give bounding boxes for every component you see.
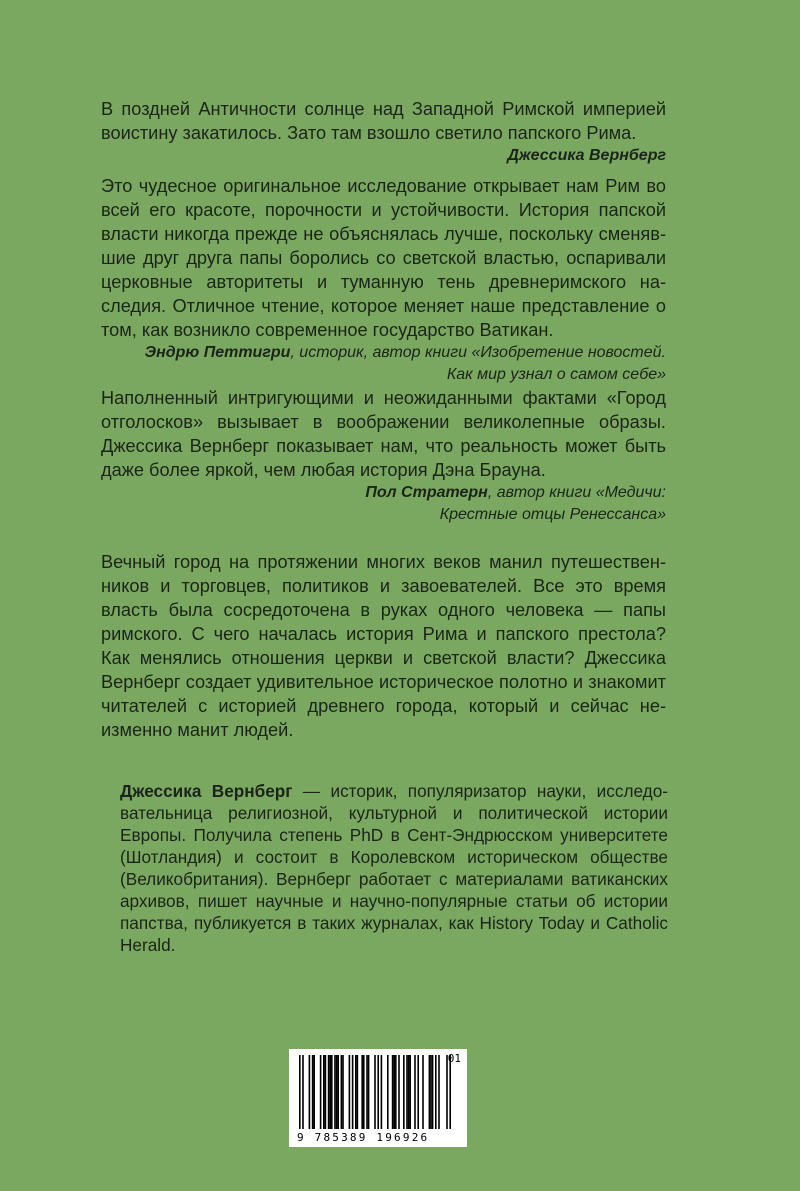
quote-source-line2: Как мир узнал о самом себе» (446, 366, 666, 383)
quote-text: Наполненный интригующими и неожиданными фактами «Город отголосков» вызывает в воображении великолепные образы. Джессика Вернберг показывает нам, что реальность может быть даже более яркой, чем любая история Дэна Брауна. (101, 388, 666, 480)
bio-author-name: Джессика Вернберг (120, 781, 293, 801)
barcode-bar (438, 1055, 440, 1129)
barcode-bar (403, 1055, 405, 1129)
barcode-bar (313, 1055, 315, 1129)
description-text: Вечный город на протяжении многих веков манил путешественников и торговцев, политиков и завоевателей. Все это время власть была сосредоточена в руках одного человека — папы римского. С чего началась история Рима и папского престола? Как менялись отношения церкви и светской власти? Джессика Вернберг создает удивительное историческое полотно и знакомит читателей с историей древнего города, который и сейчас неизменно манит людей. (101, 552, 666, 740)
barcode-bar (374, 1055, 376, 1129)
barcode-bar (414, 1055, 416, 1129)
quote-author-credentials: , автор книги «Медичи: (487, 484, 666, 501)
barcode-bar (334, 1055, 336, 1129)
quote-author: Эндрю Петтигри (144, 344, 291, 361)
barcode-bar (337, 1055, 339, 1129)
quote-source-line2: Крестные отцы Ренессанса» (439, 506, 666, 523)
barcode-bar (368, 1055, 370, 1129)
barcode-bar (408, 1055, 410, 1129)
barcode-bar (430, 1055, 432, 1129)
quote-author: Пол Стратерн (365, 484, 488, 501)
barcode-bar (392, 1055, 394, 1129)
quote-author: Джессика Вернберг (507, 147, 666, 164)
quote-text: Это чудесное оригинальное исследование открывает нам Рим во всей его красоте, порочности и устойчивости. История папской власти никогда прежде не объяснялась лучше, поскольку сменявшие друг друга папы боролись со светской властью, оспаривали церковные авторитеты и туманную тень древнеримского наследия. Отличное чтение, которое меняет наше представление о том, как возникло современное государство Ватикан. (101, 176, 666, 340)
quote-block-1 (101, 97, 666, 167)
barcode-bar (449, 1055, 451, 1129)
barcode-bar (395, 1055, 397, 1129)
barcode-bar (328, 1055, 330, 1129)
barcode-bar (325, 1055, 327, 1129)
barcode-bar (363, 1055, 365, 1129)
book-description (101, 550, 666, 742)
quote-attribution (101, 482, 666, 526)
barcode-number: 9 785389 196926 (297, 1131, 430, 1144)
barcode-bar (299, 1055, 301, 1129)
barcode-bar (349, 1055, 351, 1129)
isbn-barcode (289, 1049, 467, 1147)
barcode-bar (302, 1055, 304, 1129)
barcode-bar (341, 1055, 343, 1129)
barcode-bar (387, 1055, 389, 1129)
barcode-bar (323, 1055, 325, 1129)
quote-block-2 (101, 174, 666, 386)
bio-text: — историк, популяризатор науки, исследовательница религиозной, культурной и политической истории Европы. Получила степень PhD в Сент-Эндрюсском университете (Шотландия) и состоит в Королевском историческом обществе (Великобритания). Вернберг работает с материалами ватиканских архивов, пишет научные и научно-популярные статьи об истории папства, публикуется в таких журналах, как History Today и Catholic Herald. (120, 781, 668, 955)
barcode-bar (331, 1055, 333, 1129)
barcode-bar (342, 1055, 344, 1129)
barcode-bar (312, 1055, 314, 1129)
barcode-bar (406, 1055, 408, 1129)
barcode-bar (417, 1055, 419, 1129)
barcode-bar (432, 1055, 434, 1129)
quote-block-3 (101, 386, 666, 526)
barcode-bar (381, 1055, 383, 1129)
barcode-bar (361, 1055, 363, 1129)
quote-attribution (101, 342, 666, 386)
quote-text: В поздней Античности солнце над Западной Римской империей воистину закатилось. Зато там взошло светило папского Рима. (101, 99, 666, 143)
barcode-addon: 01 (447, 1052, 461, 1065)
author-bio (120, 780, 668, 956)
barcode-bar (422, 1055, 424, 1129)
barcode-bar (355, 1055, 357, 1129)
barcode-bar (377, 1055, 379, 1129)
barcode-bar (336, 1055, 338, 1129)
barcode-bar (446, 1055, 448, 1129)
barcode-bar (309, 1055, 311, 1129)
barcode-bar (429, 1055, 431, 1129)
barcode-bar (409, 1055, 411, 1129)
barcode-bar (357, 1055, 359, 1129)
barcode-bar (435, 1055, 437, 1129)
barcode-bar (320, 1055, 322, 1129)
barcode-bar (366, 1055, 368, 1129)
barcode-bar (398, 1055, 400, 1129)
quote-attribution (101, 145, 666, 167)
barcode-bar (352, 1055, 354, 1129)
barcode-bar (393, 1055, 395, 1129)
quote-author-credentials: , историк, автор книги «Изобретение новостей. (290, 344, 666, 361)
barcode-bar (329, 1055, 331, 1129)
